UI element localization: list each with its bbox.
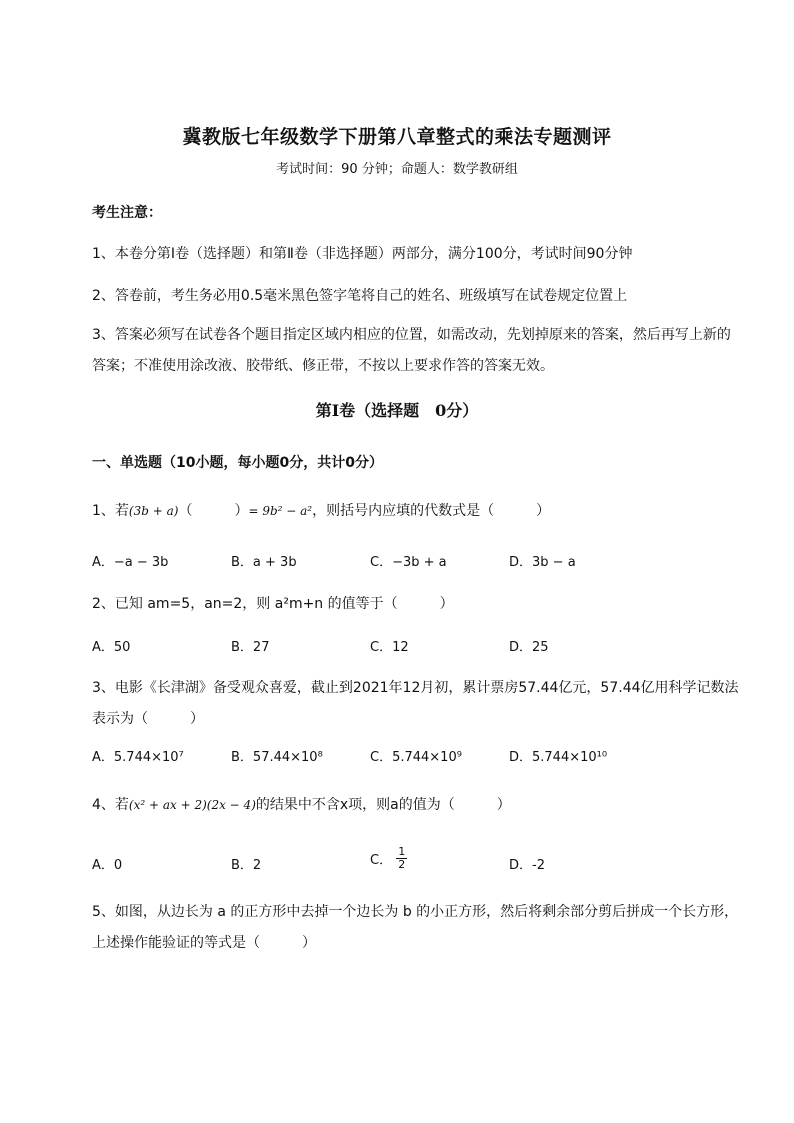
question-1-stem xyxy=(92,500,550,520)
q1-math-left: (3b + a) xyxy=(128,504,179,518)
fraction-numerator: 1 xyxy=(398,845,406,858)
q1-math-right: = 9b² − a² xyxy=(248,504,313,518)
fraction-denominator: 2 xyxy=(398,858,406,871)
q4-suffix: 的结果中不含x项，则a的值为（ ） xyxy=(255,797,511,813)
q4-math: (x² + ax + 2)(2x − 4) xyxy=(128,798,256,812)
q1-option-a: A．−a − 3b xyxy=(92,555,169,570)
q1-option-d: D．3b − a xyxy=(509,555,576,570)
q1-option-c: C．−3b + a xyxy=(370,555,447,570)
part-heading: 一、单选题（10小题，每小题0分，共计0分） xyxy=(92,455,383,471)
question-5-stem: 5、如图，从边长为 a 的正方形中去掉一个边长为 b 的小正方形，然后将剩余部分剪后拼成一个长方形，上述操作能验证的等式是（ ） xyxy=(92,904,739,951)
notice-item-2: 2、答卷前，考生务必用0.5毫米黑色签字笔将自己的姓名、班级填写在试卷规定位置上 xyxy=(92,288,628,304)
q1-suffix: ，则括号内应填的代数式是（ ） xyxy=(312,503,551,519)
q4-option-a: A．0 xyxy=(92,858,123,873)
q4-option-c xyxy=(370,846,407,871)
q4-option-c-fraction xyxy=(396,846,407,871)
q2-option-d: D．25 xyxy=(509,640,549,655)
q2-option-b: B．27 xyxy=(231,640,270,655)
q3-option-c: C．5.744×10⁹ xyxy=(370,750,462,765)
notice-heading: 考生注意： xyxy=(92,205,162,221)
q1-option-b: B．a + 3b xyxy=(231,555,297,570)
q3-option-a: A．5.744×10⁷ xyxy=(92,750,184,765)
question-2-stem: 2、已知 am=5，an=2，则 a²m+n 的值等于（ ） xyxy=(92,596,454,612)
q2-option-a: A．50 xyxy=(92,640,131,655)
question-4-stem xyxy=(92,794,511,814)
q4-option-d: D．-2 xyxy=(509,858,545,873)
q3-option-b: B．57.44×10⁸ xyxy=(231,750,323,765)
q4-option-c-label: C． xyxy=(370,853,393,868)
q4-option-b: B．2 xyxy=(231,858,262,873)
page-title: 冀教版七年级数学下册第八章整式的乘法专题测评 xyxy=(182,126,612,148)
question-3-stem: 3、电影《长津湖》备受观众喜爱，截止到2021年12月初，累计票房57.44亿元，57.44亿用科学记数法表示为（ ） xyxy=(92,680,739,727)
exam-info: 考试时间：90 分钟；命题人：数学教研组 xyxy=(276,162,518,177)
section-title: 第Ⅰ卷（选择题 0分） xyxy=(315,401,479,420)
q1-prefix: 1、若 xyxy=(92,503,129,519)
q4-prefix: 4、若 xyxy=(92,797,129,813)
q3-option-d: D．5.744×10¹⁰ xyxy=(509,750,608,765)
notice-item-1: 1、本卷分第Ⅰ卷（选择题）和第Ⅱ卷（非选择题）两部分，满分100分，考试时间90分钟 xyxy=(92,246,633,262)
q2-option-c: C．12 xyxy=(370,640,409,655)
notice-item-3: 3、答案必须写在试卷各个题目指定区域内相应的位置，如需改动，先划掉原来的答案，然后再写上新的答案；不准使用涂改液、胶带纸、修正带，不按以上要求作答的答案无效。 xyxy=(92,327,731,374)
q1-blank: （ ） xyxy=(178,503,249,519)
